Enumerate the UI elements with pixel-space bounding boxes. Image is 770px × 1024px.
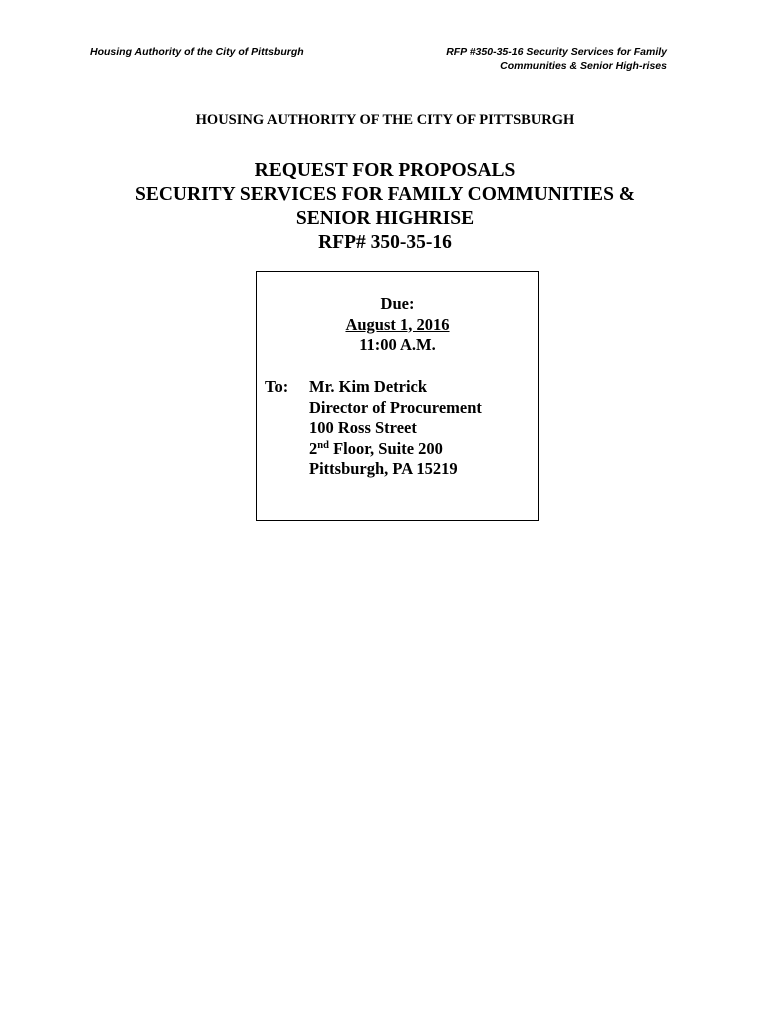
running-header-right: [446, 45, 667, 73]
running-header-right-line1: RFP #350-35-16 Security Services for Family: [446, 46, 667, 58]
document-title: [0, 159, 770, 255]
city-state-zip: Pittsburgh, PA 15219: [309, 459, 458, 478]
recipient-title: Director of Procurement: [309, 397, 482, 417]
due-date: August 1, 2016: [345, 314, 450, 334]
due-info: [257, 294, 538, 356]
recipient-name: Mr. Kim Detrick: [309, 377, 428, 396]
floor-rest: Floor, Suite 200: [328, 438, 443, 458]
due-time: 11:00 A.M.: [359, 335, 436, 354]
floor-suffix: nd: [317, 439, 329, 451]
due-label: Due:: [380, 294, 415, 313]
floor-suite: [309, 439, 482, 460]
running-header-right-line2: Communities & Senior High-rises: [500, 60, 667, 72]
title-line-2: SECURITY SERVICES FOR FAMILY COMMUNITIES &: [134, 184, 636, 205]
floor-number: 2: [309, 438, 318, 458]
title-line-1: REQUEST FOR PROPOSALS: [254, 160, 516, 181]
due-box: [256, 271, 539, 521]
title-line-4: RFP# 350-35-16: [318, 232, 452, 253]
to-label: To:: [265, 377, 289, 396]
title-line-3: SENIOR HIGHRISE: [295, 208, 475, 229]
street-address: 100 Ross Street: [309, 418, 417, 437]
organization-heading: HOUSING AUTHORITY OF THE CITY OF PITTSBURGH: [195, 112, 575, 128]
recipient-address: [309, 377, 482, 480]
running-header-left: Housing Authority of the City of Pittsburgh: [90, 46, 304, 58]
